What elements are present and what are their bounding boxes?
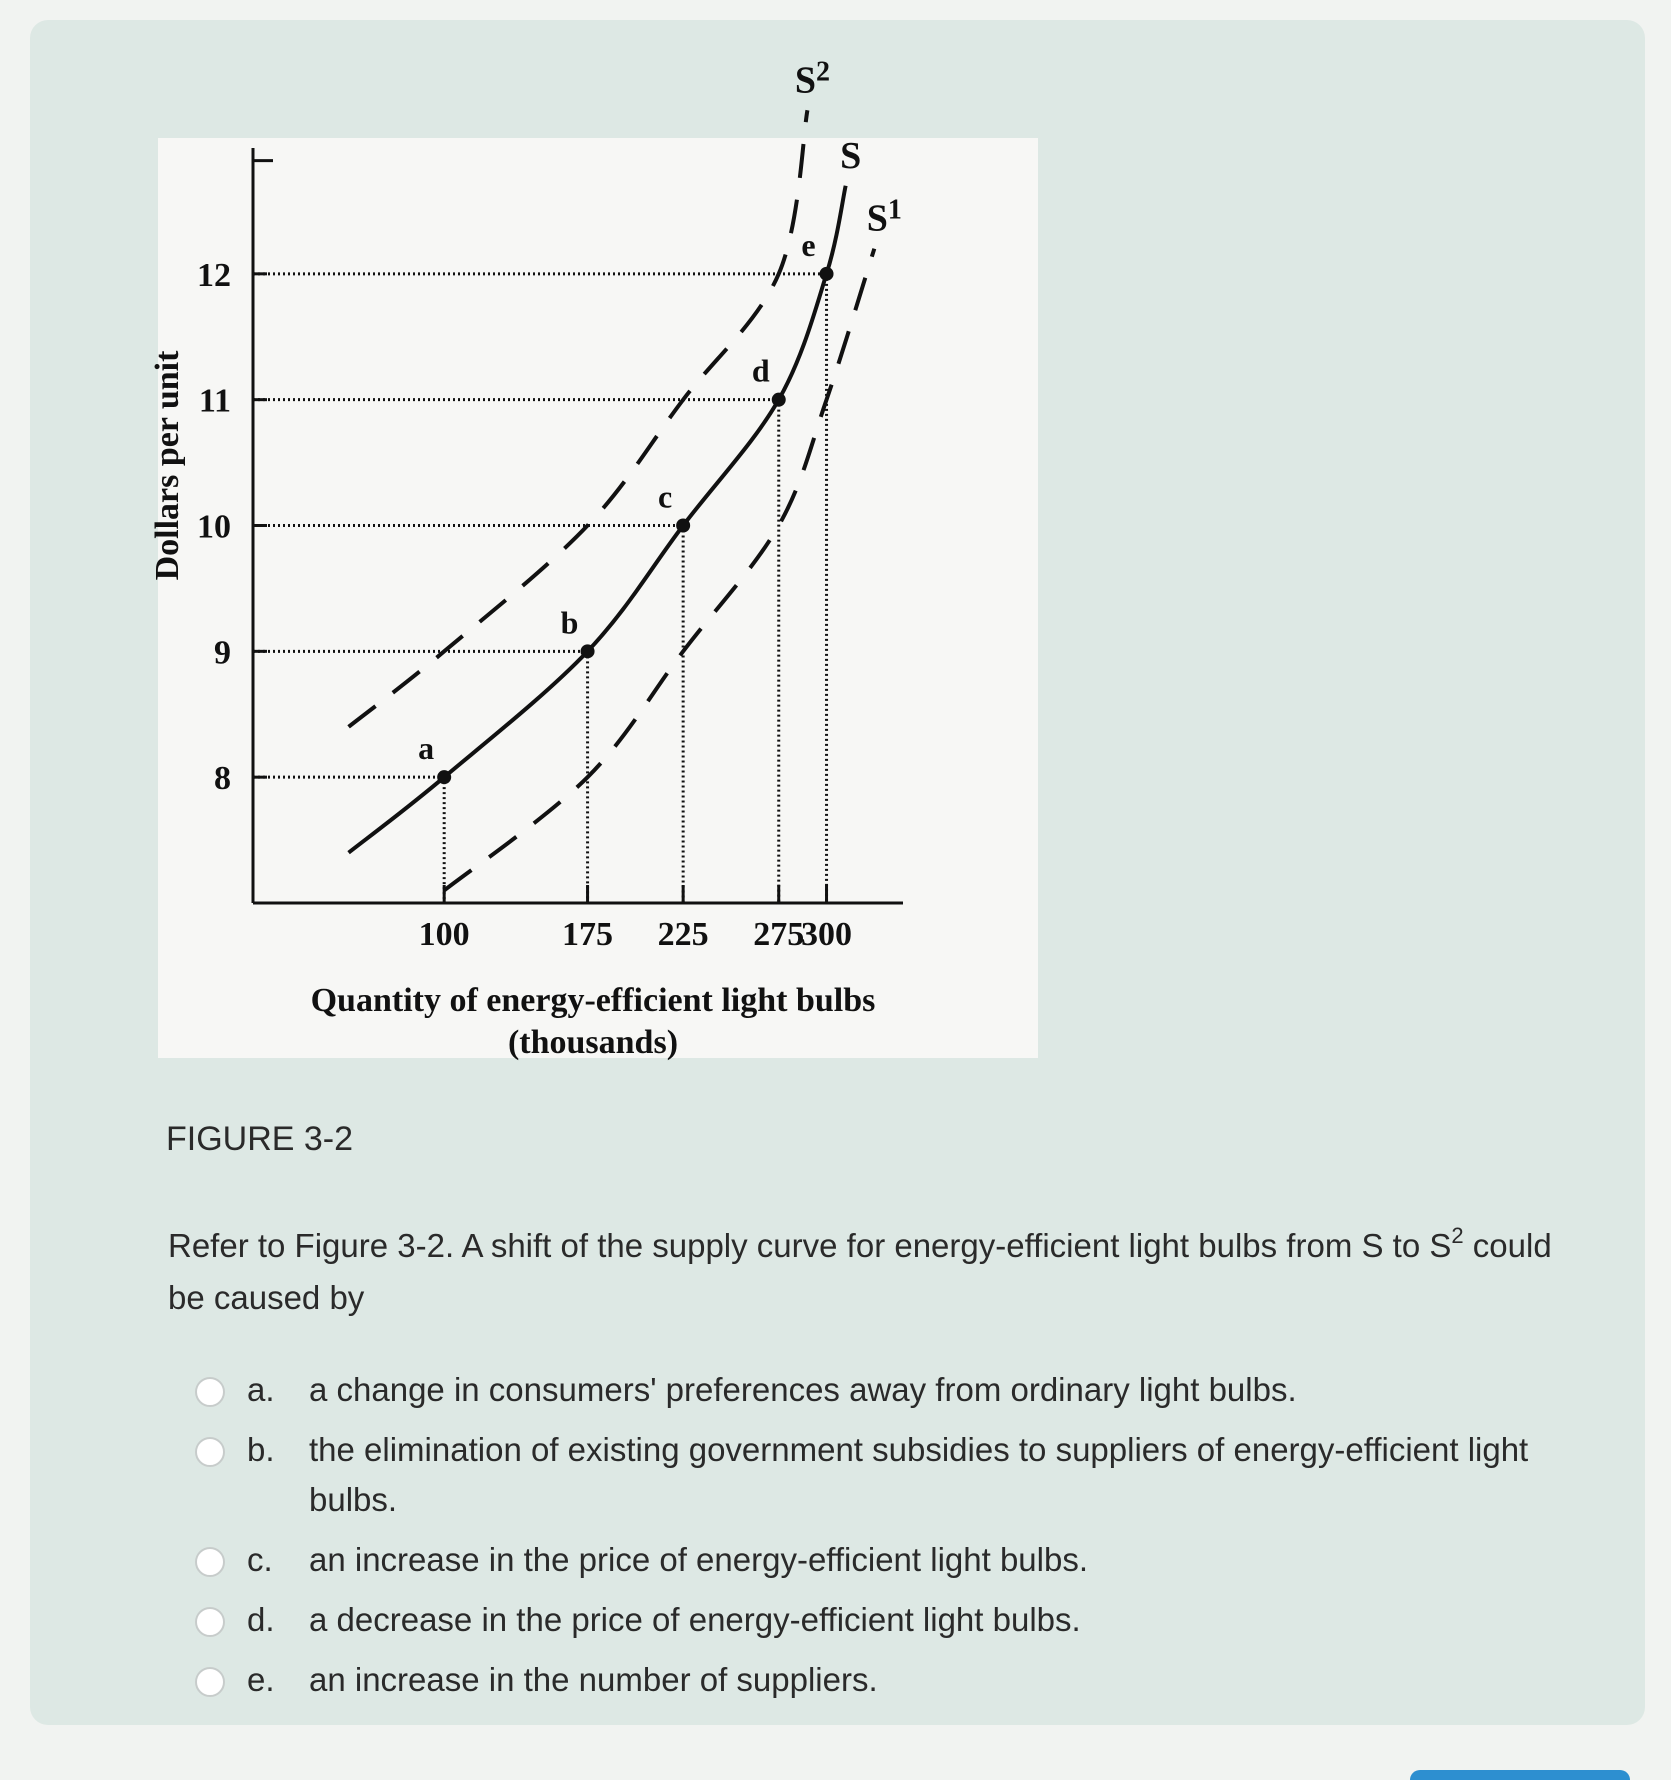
- question-text-end: could be caused by: [168, 1227, 1552, 1316]
- x-axis-title: Quantity of energy-efficient light bulbs: [310, 982, 876, 1019]
- y-tick-label: 8: [214, 760, 231, 798]
- point-label-e: e: [801, 226, 816, 263]
- radio-button-b[interactable]: [195, 1437, 225, 1467]
- option-letter: a.: [247, 1371, 275, 1408]
- option-c[interactable]: [195, 1535, 1615, 1585]
- supply-curve-s1: [444, 249, 874, 891]
- radio-button-a[interactable]: [195, 1377, 225, 1407]
- curve-label-s: S: [840, 134, 862, 177]
- point-b: [581, 644, 595, 658]
- answer-options: [195, 1365, 1615, 1715]
- option-text: an increase in the number of suppliers.: [309, 1661, 878, 1698]
- point-a: [437, 770, 451, 784]
- radio-button-c[interactable]: [195, 1547, 225, 1577]
- radio-button-e[interactable]: [195, 1667, 225, 1697]
- point-e: [820, 267, 834, 281]
- curve-label-s1: $S^1$: [866, 194, 902, 240]
- question-superscript: 2: [1451, 1223, 1464, 1248]
- option-letter: d.: [247, 1601, 275, 1638]
- option-a[interactable]: [195, 1365, 1615, 1415]
- option-b[interactable]: [195, 1425, 1615, 1525]
- point-label-a: a: [418, 730, 435, 767]
- figure-label: FIGURE 3-2: [166, 1120, 354, 1158]
- curve-label-superscript: 2: [815, 56, 830, 88]
- point-label-c: c: [658, 478, 673, 515]
- x-tick-label: 275: [753, 916, 805, 953]
- option-letter: b.: [247, 1431, 275, 1468]
- option-text: an increase in the price of energy-efficient light bulbs.: [309, 1541, 1089, 1578]
- x-axis-title-line2: (thousands): [507, 1024, 679, 1061]
- x-tick-label: 175: [562, 916, 614, 953]
- y-tick-label: 10: [197, 508, 231, 546]
- x-tick-label: 300: [801, 916, 853, 953]
- option-text: a change in consumers' preferences away from ordinary light bulbs.: [309, 1371, 1297, 1408]
- x-tick-label: 225: [657, 916, 709, 953]
- point-c: [676, 519, 690, 533]
- supply-chart: [149, 56, 1038, 1061]
- option-e[interactable]: [195, 1655, 1615, 1705]
- option-d[interactable]: [195, 1595, 1615, 1645]
- option-text: the elimination of existing government subsidies to suppliers of energy-efficient light bulbs.: [309, 1431, 1529, 1518]
- x-tick-label: 100: [418, 916, 470, 953]
- option-letter: c.: [247, 1541, 273, 1578]
- y-tick-label: 12: [197, 256, 231, 294]
- curve-label-superscript: 1: [887, 194, 902, 226]
- question-text-main: Refer to Figure 3-2. A shift of the supply curve for energy-efficient light bulbs from S to S: [168, 1227, 1452, 1264]
- next-button[interactable]: [1410, 1770, 1630, 1780]
- figure-3-2: [149, 56, 1038, 1061]
- question-panel: [30, 20, 1645, 1725]
- option-letter: e.: [247, 1661, 275, 1698]
- question-text: [168, 1210, 1588, 1324]
- option-text: a decrease in the price of energy-efficient light bulbs.: [309, 1601, 1081, 1638]
- point-d: [772, 393, 786, 407]
- y-axis-title: Dollars per unit: [149, 350, 186, 581]
- curve-label-s2: $S^2$: [794, 56, 830, 102]
- y-tick-label: 9: [214, 634, 231, 672]
- y-tick-label: 11: [198, 382, 231, 420]
- point-label-b: b: [560, 604, 579, 641]
- radio-button-d[interactable]: [195, 1607, 225, 1637]
- point-label-d: d: [751, 352, 770, 389]
